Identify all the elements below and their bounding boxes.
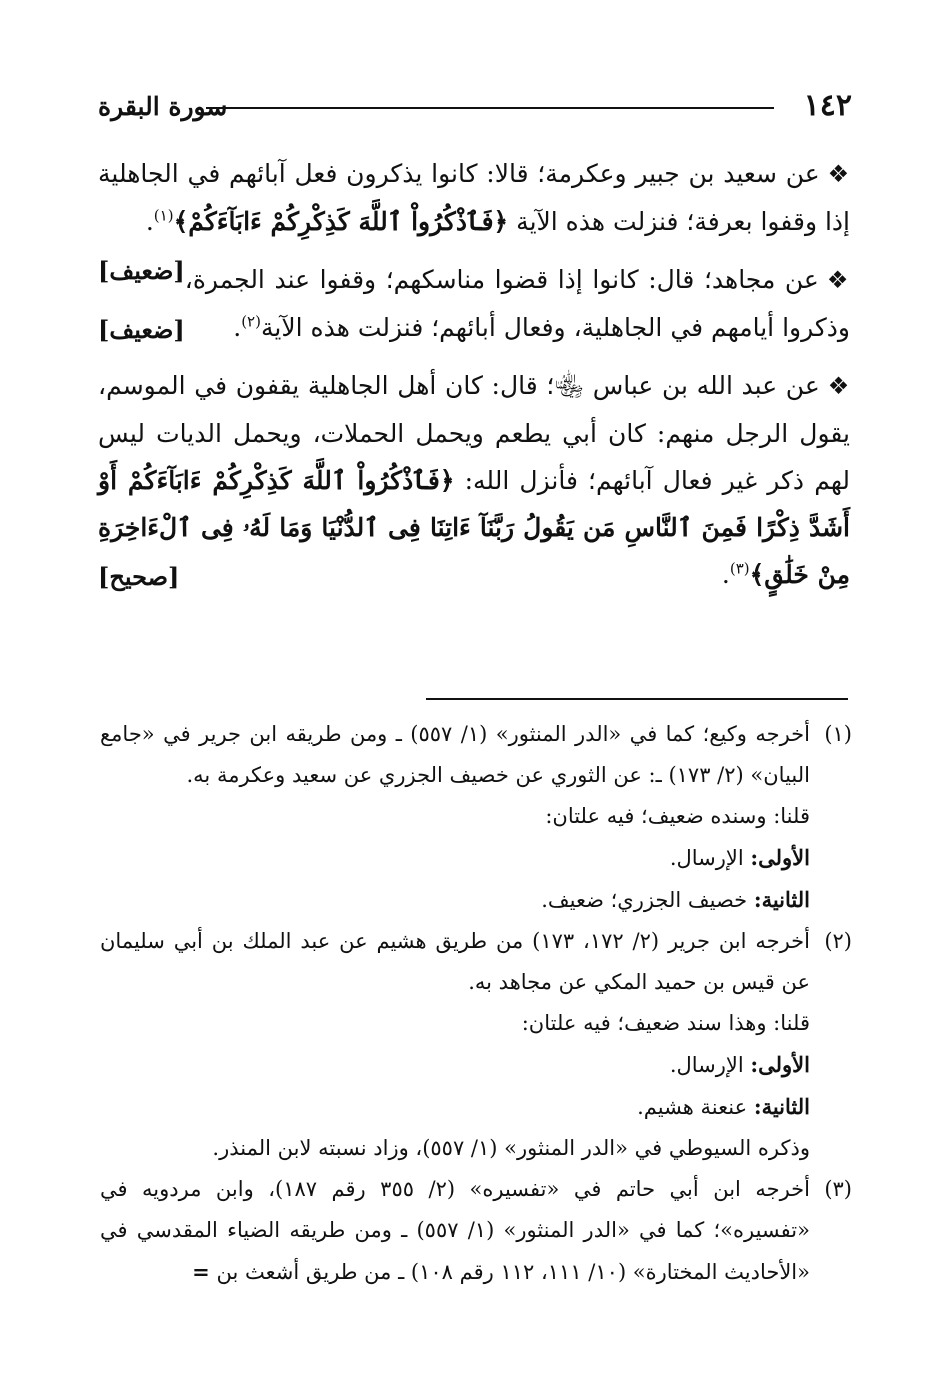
footnote-term: الثانية: — [753, 887, 810, 912]
footnote-ref[interactable]: (٢) — [241, 312, 261, 331]
paragraph-text: عن مجاهد؛ قال: كانوا إذا قضوا مناسكهم؛ وقفوا عند الجمرة، وذكروا أيامهم في الجاهلية، وفعال أبائهم؛ فنزلت هذه الآية — [184, 265, 850, 342]
quran-verse: ﴿فَٱذْكُرُواْ ٱللَّهَ كَذِكْرِكُمْ ءَابَآءَكُمْ﴾ — [173, 207, 509, 236]
continuation-mark: = — [192, 1259, 210, 1284]
footnote-text: قلنا: وهذا سند ضعيف؛ فيه علتان: — [521, 1011, 810, 1035]
diamond-marker-icon: ❖ — [827, 160, 850, 188]
footnote-text: الإرسال. — [669, 1053, 751, 1077]
footnote — [100, 921, 852, 1169]
quran-verse: ﴿فَٱذْكُرُواْ ٱللَّهَ كَذِكْرِكُمْ ءَابَآءَكُمْ أَوْ أَشَدَّ ذِكْرًا فَمِنَ ٱلنَّاسِ مَن يَقُولُ رَبَّنَآ ءَاتِنَا فِى ٱلدُّنْيَا وَمَا لَهُۥ فِى ٱلْءَاخِرَةِ مِنْ خَلَٰقٍ﴾ — [98, 466, 850, 589]
footnote-ref[interactable]: (٣) — [729, 559, 750, 578]
footnote-separator — [426, 698, 848, 700]
paragraph-end: . — [145, 207, 154, 236]
footnote-term: الثانية: — [753, 1094, 810, 1119]
paragraph-end: . — [233, 313, 242, 342]
page-number: ١٤٢ — [803, 88, 852, 123]
footnote-line — [100, 1086, 810, 1128]
footnote-text: خصيف الجزري؛ ضعيف. — [541, 888, 754, 912]
footnote-body — [100, 921, 810, 1169]
running-title: سورة البقرة — [98, 92, 228, 121]
grade-label: [ضعيف] — [98, 315, 185, 344]
paragraph-end: . — [721, 560, 730, 589]
footnotes — [100, 714, 852, 1293]
grade-label: [صحيح] — [98, 562, 180, 591]
footnote-number: (٢) — [824, 929, 852, 953]
footnote-text: وذكره السيوطي في «الدر المنثور» (١/ ٥٥٧)، وزاد نسبته لابن المنذر. — [212, 1136, 810, 1160]
footnote-text: قلنا: وسنده ضعيف؛ فيه علتان: — [545, 804, 810, 828]
footnote-line — [100, 1169, 810, 1293]
footnote-text: أخرجه ابن أبي حاتم في «تفسيره» (٢/ ٣٥٥ رقم ١٨٧)، وابن مردويه في «تفسيره»؛ كما في «الدر المنثور» (١/ ٥٥٧) ـ ومن طريقه الضياء المقدسي في «الأحاديث المختارة» (١٠/ ١١١، ١١٢ رقم ١٠٨) ـ من طريق أشعث بن — [100, 1177, 810, 1284]
footnote-line — [100, 921, 810, 1003]
footnote-text: أخرجه وكيع؛ كما في «الدر المنثور» (١/ ٥٥٧) ـ ومن طريقه ابن جرير في «جامع البيان» (٢/ ١٧٣) ـ: عن الثوري عن خصيف الجزري عن سعيد وعكرمة به. — [100, 722, 810, 787]
footnote-body — [100, 714, 810, 921]
footnote-number: (٣) — [824, 1177, 852, 1201]
footnote-number: (١) — [824, 722, 852, 746]
footnote-term: الأولى: — [750, 1052, 810, 1077]
footnote-text: أخرجه ابن جرير (٢/ ١٧٢، ١٧٣) من طريق هشيم عن عبد الملك بن أبي سليمان عن قيس بن حميد المكي عن مجاهد به. — [100, 929, 810, 994]
footnote — [100, 1169, 852, 1293]
diamond-marker-icon: ❖ — [826, 266, 850, 294]
paragraph-text: عن سعيد بن جبير وعكرمة؛ قالا: كانوا يذكرون فعل آبائهم في الجاهلية إذا وقفوا بعرفة؛ فنزلت هذه الآية — [98, 159, 850, 236]
paragraph-text: عن عبد الله بن عباس ﵄؛ قال: كان أهل الجاهلية يقفون في الموسم، يقول الرجل منهم: كان أبي يطعم ويحمل الحملات، ويحمل الديات ليس لهم ذكر غير فعال آبائهم؛ فأنزل الله: — [98, 371, 850, 495]
footnote-term: الأولى: — [750, 845, 810, 870]
footnote-text: عنعنة هشيم. — [637, 1095, 754, 1119]
hadith-paragraph — [98, 150, 850, 285]
header-rule — [206, 107, 774, 109]
page-header — [98, 86, 852, 126]
grade-label: [ضعيف] — [98, 256, 185, 285]
footnote-text: الإرسال. — [669, 846, 751, 870]
footnote-ref[interactable]: (١) — [153, 206, 174, 225]
hadith-paragraph — [98, 256, 850, 351]
diamond-marker-icon: ❖ — [827, 372, 850, 400]
footnote-line — [100, 837, 810, 879]
footnote — [100, 714, 852, 921]
main-text — [98, 150, 850, 609]
footnote-body — [100, 1169, 810, 1293]
footnote-line — [100, 796, 810, 837]
footnote-line — [100, 1003, 810, 1044]
footnote-line — [100, 1044, 810, 1086]
footnote-line — [100, 714, 810, 796]
hadith-paragraph — [98, 362, 850, 598]
footnote-line — [100, 1128, 810, 1169]
footnote-line — [100, 879, 810, 921]
